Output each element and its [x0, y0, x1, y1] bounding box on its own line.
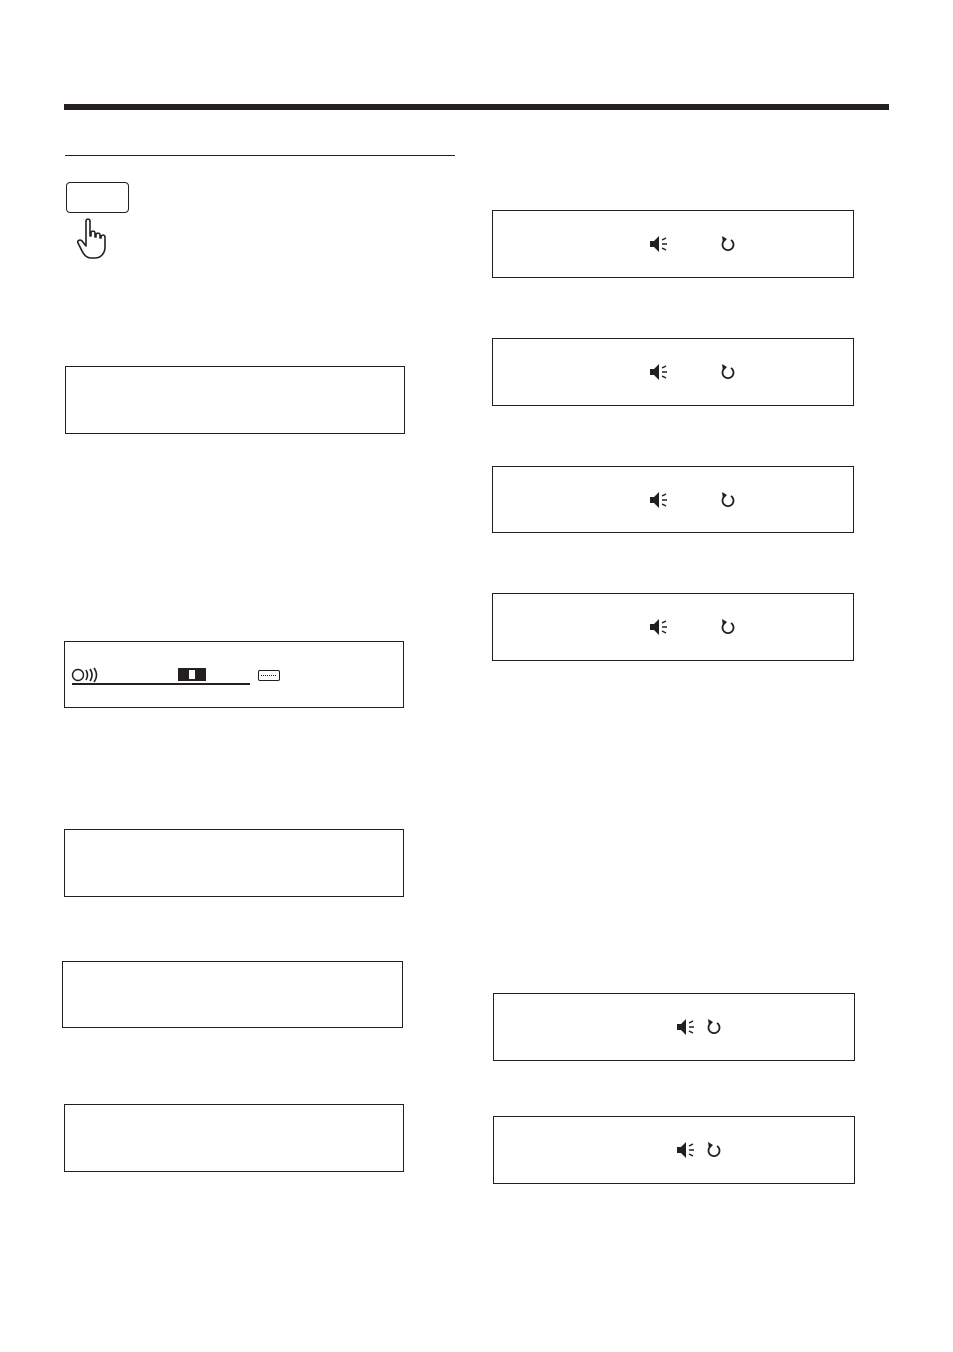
lcd-display-r3: [492, 466, 854, 533]
speaker-icon: [648, 618, 670, 636]
remote-key-button[interactable]: [66, 182, 129, 213]
level-bar: [72, 683, 250, 685]
lcd-display-3: [64, 829, 404, 897]
sound-wave-icon: [71, 667, 101, 683]
tape-reel-icon: [178, 668, 206, 681]
lcd-display-r1: [492, 210, 854, 278]
repeat-icon: [707, 1018, 723, 1036]
lcd-display-r4: [492, 593, 854, 661]
lcd-display-r2: [492, 338, 854, 406]
speaker-icon: [648, 491, 670, 509]
lcd-display-r5: [493, 993, 855, 1061]
speaker-icon: [648, 363, 670, 381]
lcd-display-5: [64, 1104, 404, 1172]
lcd-display-4: [62, 961, 403, 1028]
lcd-display-r6: [493, 1116, 855, 1184]
speaker-icon: [675, 1141, 697, 1159]
header-rule: [64, 104, 889, 110]
speaker-icon: [648, 235, 670, 253]
section-divider: [65, 155, 455, 156]
speaker-icon: [675, 1018, 697, 1036]
battery-icon: [258, 670, 280, 681]
lcd-display-1: [65, 366, 405, 434]
lcd-display-2: [64, 641, 404, 708]
pointing-hand-icon: [76, 218, 112, 260]
repeat-icon: [721, 363, 737, 381]
repeat-icon: [721, 491, 737, 509]
repeat-icon: [721, 235, 737, 253]
repeat-icon: [707, 1141, 723, 1159]
repeat-icon: [721, 618, 737, 636]
